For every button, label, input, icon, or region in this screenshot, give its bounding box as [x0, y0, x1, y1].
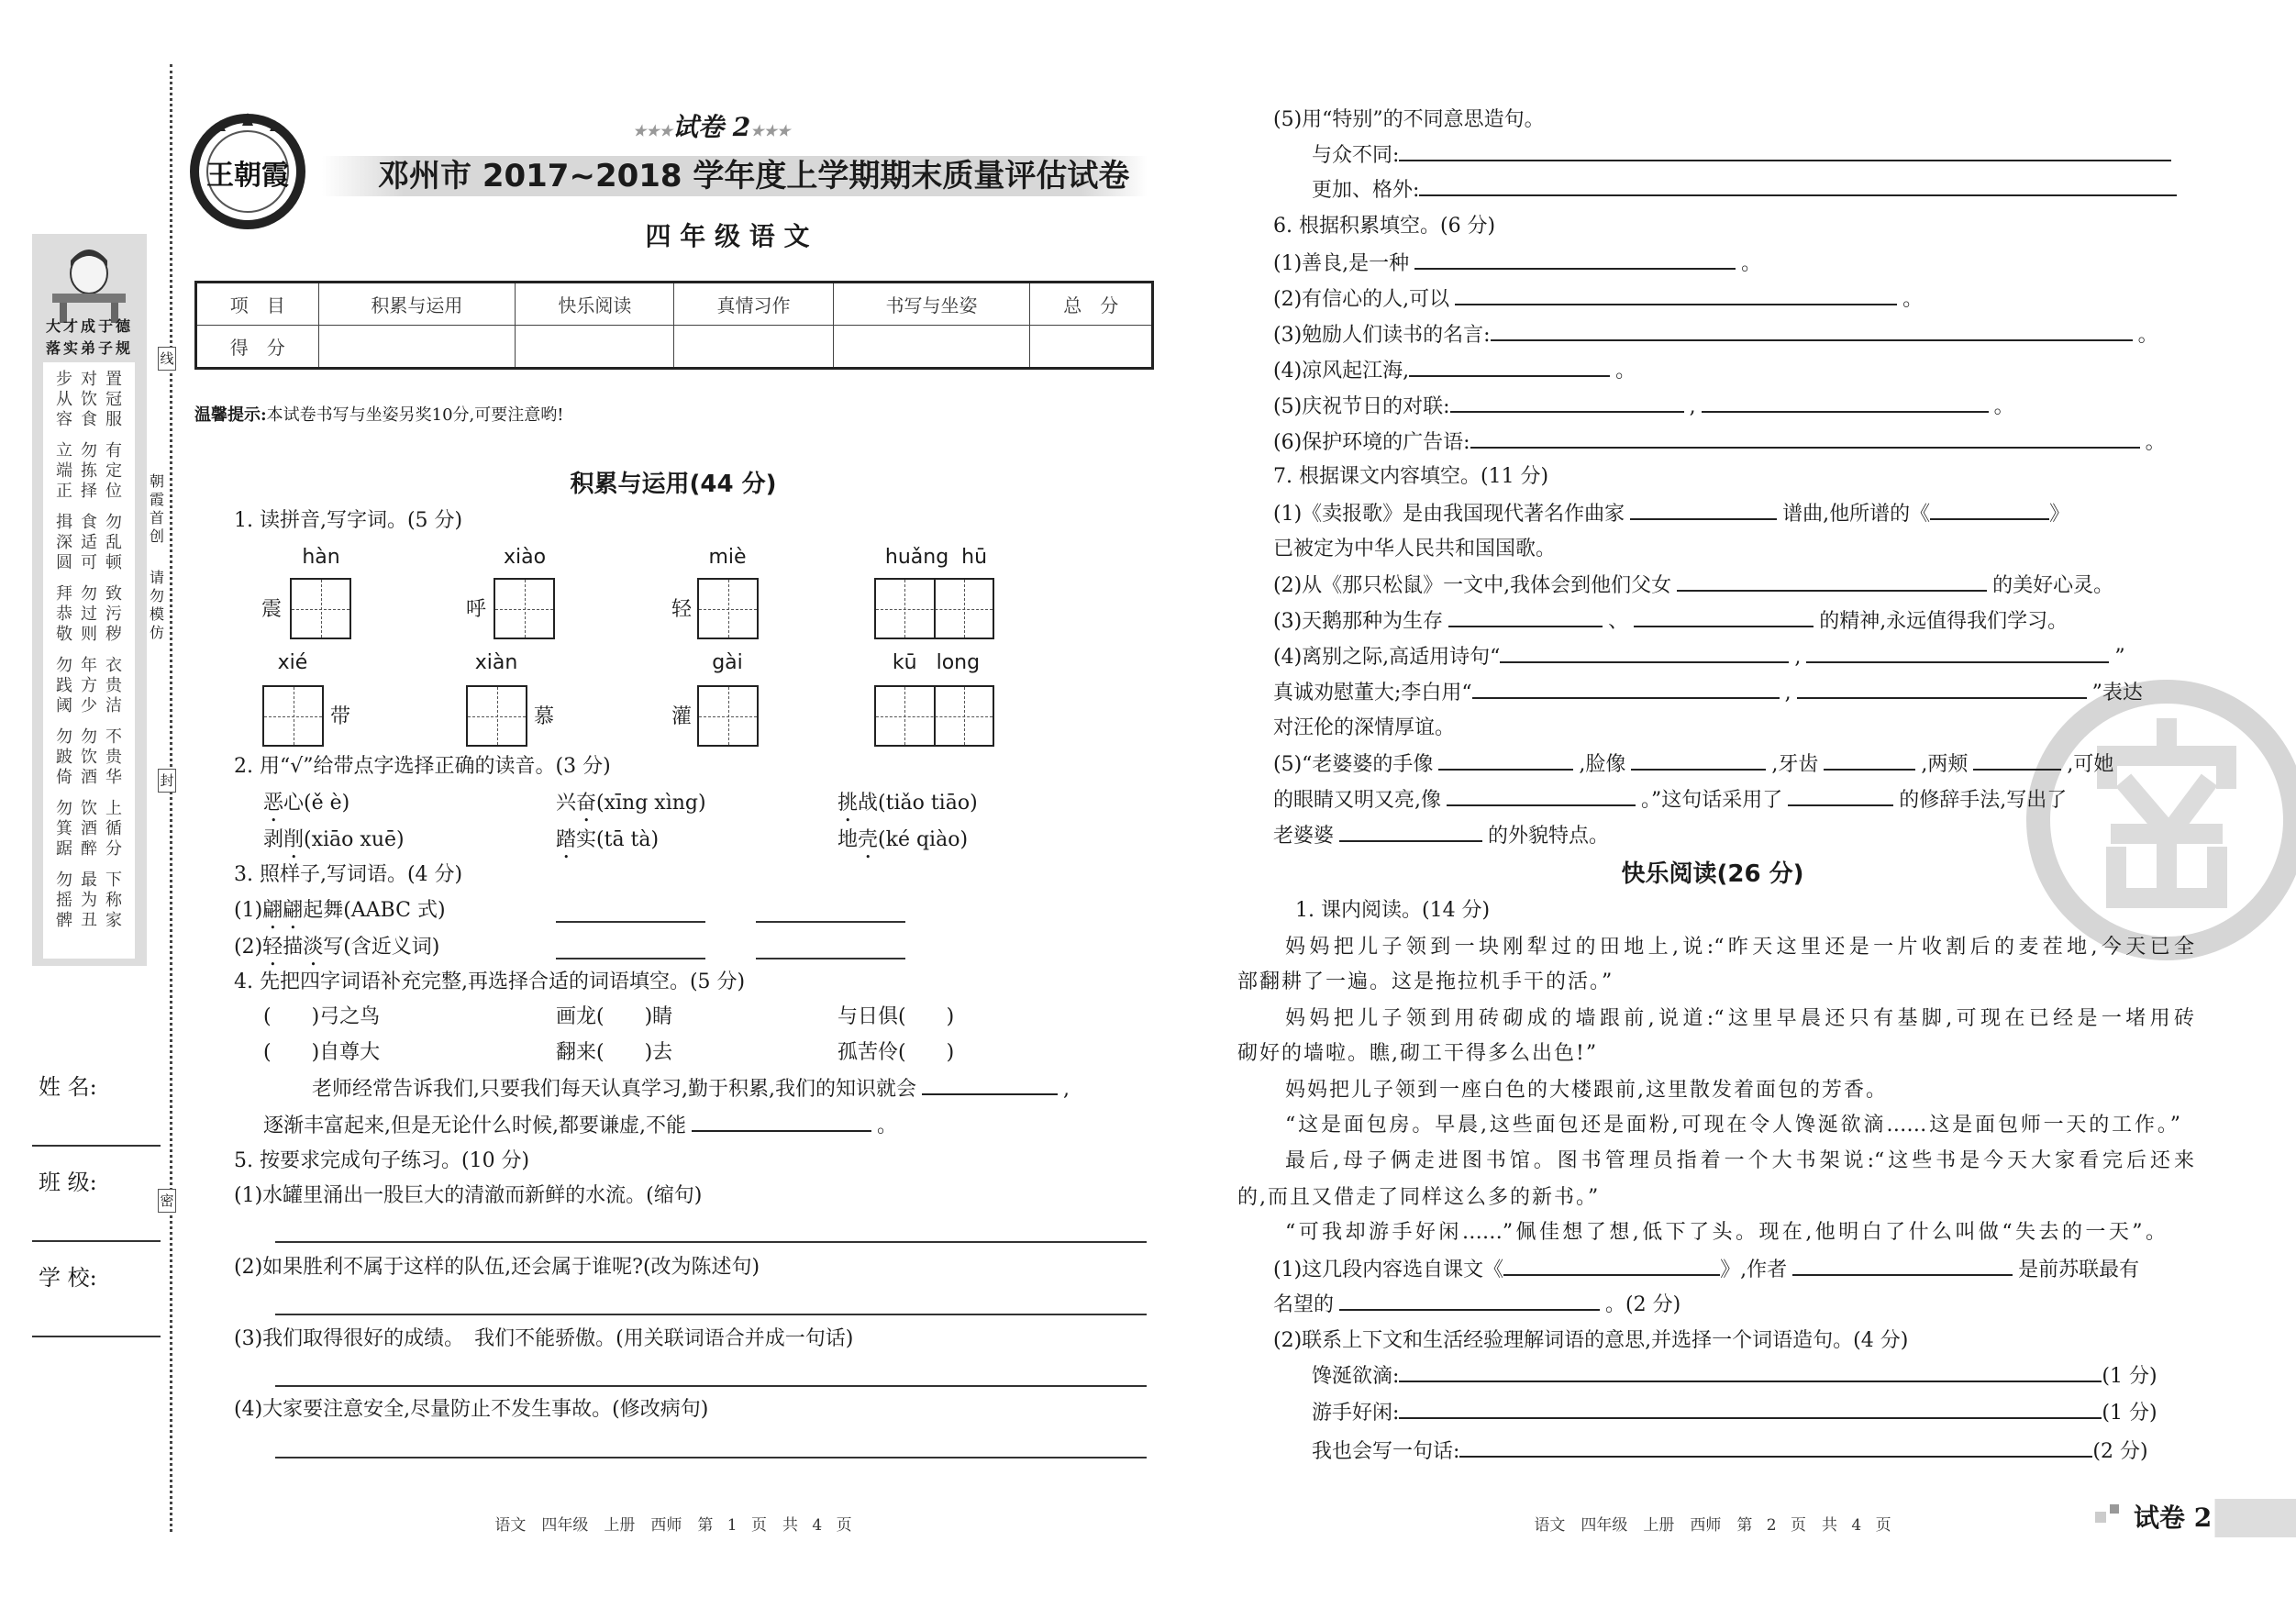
sidebar-motto-2: 落实弟子规: [45, 339, 133, 357]
q5-item: (3)我们取得很好的成绩。 我们不能骄傲。(用关联词语合并成一句话): [234, 1327, 854, 1350]
q7-line: [1273, 607, 2068, 636]
verse-line: 端拣定: [56, 461, 130, 481]
punct: 。: [2145, 431, 2166, 454]
passage-line: 砌好的墙啦。瞧,砌工干得多么出色!”: [1237, 1042, 1599, 1065]
answer-blank[interactable]: [756, 958, 905, 959]
answer-line[interactable]: [275, 1385, 1147, 1387]
q7-line: [1273, 571, 2113, 600]
given-char: 轻: [671, 598, 693, 621]
item-text: (2)有信心的人,可以: [1273, 288, 1450, 311]
pinyin: huǎng hū: [884, 546, 988, 569]
dotted-char: 恶: [263, 792, 284, 815]
answer-blank[interactable]: [1472, 679, 1780, 699]
verse-line: 阈少洁: [56, 696, 130, 715]
pronunciation-choice[interactable]: [837, 790, 978, 826]
given-char: 呼: [466, 598, 487, 621]
q3-item-1: [234, 897, 446, 934]
verse-line: 敬则秽: [56, 625, 130, 644]
q6-title: 6. 根据积累填空。(6 分): [1273, 215, 1496, 238]
answer-blank[interactable]: [692, 1112, 871, 1132]
passage-line: “这是面包房。早晨,这些面包还是面粉,可现在令人馋涎欲滴……这是面包师一天的工作。”: [1285, 1114, 2180, 1137]
idiom-fill[interactable]: 与日俱( ): [837, 1005, 955, 1028]
answer-blank[interactable]: [1448, 607, 1603, 627]
choice-options: 实(tā tà): [576, 828, 660, 851]
writing-grid-box[interactable]: [290, 578, 351, 639]
item-text: (6)保护环境的广告语:: [1273, 431, 1470, 454]
item-text: (5)庆祝节日的对联:: [1273, 395, 1450, 418]
score-cell[interactable]: [516, 326, 674, 369]
stamp-glyph: [2107, 728, 2226, 898]
series-badge-text: 试卷 2: [672, 112, 751, 142]
q1-title: 1. 读拼音,写字词。(5 分): [234, 509, 463, 532]
choice-options: 战(tiǎo tiāo): [858, 792, 978, 815]
given-char: 震: [261, 598, 283, 621]
passage-line: 部翻耕了一遍。这是拖拉机手干的活。”: [1237, 970, 1614, 993]
passage-line: “可我却游手好闲……”佩佳想了想,低下了头。现在,他明白了什么叫做“失去的一天”。: [1285, 1221, 2166, 1244]
item-text: 是前苏联最有: [2018, 1259, 2140, 1281]
pronunciation-choice[interactable]: [837, 826, 968, 863]
item-text: 名望的: [1273, 1293, 1335, 1316]
answer-blank[interactable]: [1930, 500, 2049, 520]
line-label: 更加、格外:: [1312, 179, 1420, 202]
given-char: 慕: [534, 705, 555, 728]
dotted-char: 壳: [858, 828, 879, 851]
punct: ,: [1794, 646, 1802, 669]
q5-5-title: (5)用“特别”的不同意思造句。: [1273, 108, 1545, 131]
binding-mark-line: 线: [158, 347, 176, 371]
verse-line: 拜勿致: [56, 584, 130, 604]
item-text: (3)天鹅那种为生存: [1273, 610, 1444, 633]
item-text: ”表达: [2091, 682, 2143, 704]
idiom-fill[interactable]: ( )自尊大: [263, 1041, 381, 1064]
score-col-handwriting: 书写与坐姿: [833, 283, 1030, 326]
q3-title: 3. 照样子,写词语。(4 分): [234, 863, 463, 886]
verse-line: 跛饮贵: [56, 748, 130, 767]
punct: 。: [1615, 360, 1636, 383]
answer-blank[interactable]: [1634, 607, 1814, 627]
answer-blank[interactable]: [1450, 393, 1684, 413]
item-text: 真诚劝慰董大;李白用“: [1273, 682, 1472, 704]
series-badge: [633, 114, 790, 145]
page-footer-right: 语文 四年级 上册 西师 第 2 页 共 4 页: [1534, 1516, 1891, 1535]
item-text: (4)凉风起江海,: [1273, 360, 1410, 383]
choice-options: (xīng xìng): [596, 792, 706, 815]
idiom-fill[interactable]: ( )弓之鸟: [263, 1005, 381, 1028]
q6-item: [1273, 285, 1923, 314]
answer-blank[interactable]: [1702, 393, 1989, 413]
verse-line: 深适乱: [56, 533, 130, 552]
item-text: (1)善良,是一种: [1273, 252, 1410, 275]
reading-q2: (2)联系上下文和生活经验理解词语的意思,并选择一个词语造句。(4 分): [1273, 1329, 1909, 1352]
verse-line: 踞醉分: [56, 839, 130, 859]
binding-mark-secret: 密: [158, 1189, 176, 1213]
points: (1 分): [2102, 1365, 2157, 1388]
choice-options: 心(ě è): [283, 792, 350, 815]
given-char: 灌: [671, 705, 693, 728]
punct: ,: [1689, 395, 1696, 418]
pronunciation-choice[interactable]: [263, 790, 349, 826]
char: 地: [837, 828, 859, 851]
idiom-fill[interactable]: 画龙( )睛: [556, 1005, 673, 1028]
item-text: 老婆婆: [1273, 825, 1335, 848]
pinyin: xiào: [503, 546, 547, 569]
answer-blank[interactable]: [1630, 500, 1777, 520]
badge-squares: [2095, 1512, 2106, 1523]
q5-item: (4)大家要注意安全,尽量防止不发生事故。(修改病句): [234, 1398, 709, 1421]
writing-grid-box[interactable]: [697, 685, 759, 747]
q5-title: 5. 按要求完成句子练习。(10 分): [234, 1149, 530, 1172]
verse-line: 倚酒华: [56, 768, 130, 787]
section-title-reading: 快乐阅读(26 分): [1621, 860, 1804, 888]
score-table-row: [196, 326, 1153, 369]
q5-item: (2)如果胜利不属于这样的队伍,还会属于谁呢?(改为陈述句): [234, 1256, 760, 1279]
score-col-total: 总 分: [1030, 283, 1153, 326]
q6-item: [1273, 357, 1636, 385]
item-text: 写(含近义词): [323, 936, 440, 959]
q7-line: [1273, 643, 2125, 671]
student-school-label: 学 校:: [39, 1265, 97, 1291]
brand-logo: [183, 105, 312, 234]
verse-line: 勿勿不: [56, 727, 130, 747]
copyright-note-2: 请勿模仿: [150, 569, 170, 642]
item-text: 我也会写一句话:: [1312, 1440, 1460, 1463]
answer-blank[interactable]: [556, 921, 705, 923]
punct: 。: [2137, 324, 2158, 347]
verse-line: 步对置: [56, 370, 130, 389]
item-text: ,两颊: [1921, 753, 1969, 776]
score-col-item: 项 目: [196, 283, 319, 326]
dizigui-verses: [43, 362, 135, 959]
writing-grid-double[interactable]: [874, 578, 994, 639]
paragraph-text: 老师经常告诉我们,只要我们每天认真学习,勤于积累,我们的知识就会: [312, 1078, 916, 1101]
answer-line[interactable]: [275, 1314, 1147, 1315]
char: 兴: [556, 792, 577, 815]
q5-item: (1)水罐里涌出一股巨大的清澈而新鲜的水流。(缩句): [234, 1184, 703, 1207]
sidebar-motto-1: 大才成于德: [45, 317, 133, 335]
answer-blank[interactable]: [1792, 1256, 2013, 1276]
choice-options: (ké qiào): [878, 828, 969, 851]
word-line: [1312, 1437, 2148, 1466]
q7-line: [1273, 822, 1609, 850]
etiquette-sidebar: [32, 234, 147, 966]
pronunciation-choice[interactable]: [263, 826, 405, 863]
verse-line: 从饮冠: [56, 390, 130, 409]
item-text: 起舞(AABC 式): [303, 899, 446, 922]
item-text: ,脸像: [1579, 753, 1626, 776]
punct: ,: [1062, 1078, 1070, 1101]
exam-subject: 四 年 级 语 文: [645, 221, 810, 251]
binding-mark-seal: 封: [158, 769, 176, 793]
verse-line: 箕酒循: [56, 819, 130, 838]
q4-paragraph-line-2: [263, 1112, 897, 1140]
given-char: 带: [330, 705, 351, 728]
verse-line: 恭过污: [56, 604, 130, 624]
student-name-label: 姓 名:: [39, 1074, 97, 1100]
answer-blank[interactable]: [1459, 1437, 2092, 1458]
tip-label: 温馨提示:: [194, 405, 267, 425]
answer-line[interactable]: [275, 1241, 1147, 1243]
item-text: 的精神,永远值得我们学习。: [1819, 610, 2069, 633]
score-cell[interactable]: [1030, 326, 1153, 369]
q7-line: [1273, 500, 2069, 528]
item-text: 谱曲,他所谱的《: [1782, 503, 1931, 526]
pinyin: miè: [708, 546, 747, 569]
score-cell[interactable]: [318, 326, 516, 369]
answer-blank[interactable]: [1470, 428, 2140, 449]
corner-badge: [2093, 1499, 2296, 1537]
q4-title: 4. 先把四字词语补充完整,再选择合适的词语填空。(5 分): [234, 970, 746, 993]
answer-blank[interactable]: [1419, 176, 2177, 196]
verse-line: 勿年衣: [56, 656, 130, 675]
punct: 。: [876, 1115, 897, 1137]
answer-blank[interactable]: [1414, 250, 1736, 270]
punct: 。: [1902, 288, 1924, 311]
item-text: 。(2 分): [1605, 1293, 1681, 1316]
char: 描: [283, 936, 304, 959]
secret-stamp-watermark: [2020, 673, 2296, 967]
item-number: (2): [234, 936, 263, 959]
badge-squares: [2110, 1504, 2119, 1514]
verse-line: 践方贵: [56, 676, 130, 695]
item-text: (1)《卖报歌》是由我国现代著名作曲家: [1273, 503, 1625, 526]
q4-paragraph-line-1: [312, 1075, 1070, 1103]
answer-blank[interactable]: [1677, 571, 1987, 592]
score-row-label: 得 分: [196, 326, 319, 369]
item-text: 的眼睛又明又亮,像: [1273, 789, 1441, 812]
item-text: (4)离别之际,高适用诗句“: [1273, 646, 1501, 669]
verse-line: 圆可顿: [56, 553, 130, 572]
punct: ,: [1784, 682, 1791, 704]
stars-decoration: ★★★: [750, 122, 791, 139]
reading-title: 1. 课内阅读。(14 分): [1295, 899, 1491, 922]
section-title-accumulation: 积累与运用(44 分): [570, 471, 777, 498]
answer-blank[interactable]: [556, 958, 705, 959]
item-text: ,可她: [2067, 753, 2114, 776]
corner-badge-text: 试卷 2: [2134, 1503, 2213, 1533]
answer-line[interactable]: [275, 1457, 1147, 1458]
points: (2 分): [2092, 1440, 2148, 1463]
answer-blank[interactable]: [1447, 786, 1636, 806]
punct: 。: [1993, 395, 2014, 418]
answer-blank[interactable]: [756, 921, 905, 923]
punct: ”: [2114, 646, 2125, 669]
answer-blank[interactable]: [1339, 1291, 1600, 1311]
answer-blank[interactable]: [1399, 1399, 2102, 1419]
student-class-label: 班 级:: [39, 1170, 97, 1195]
pronunciation-choice[interactable]: [556, 826, 659, 863]
reading-q1-cont: [1273, 1291, 1680, 1319]
q7-title: 7. 根据课文内容填空。(11 分): [1273, 465, 1549, 488]
score-cell[interactable]: [674, 326, 833, 369]
verse-line: 正择位: [56, 482, 130, 501]
item-text: 》,作者: [1720, 1259, 1788, 1281]
verse-line: 勿最下: [56, 871, 130, 890]
writing-grid-box[interactable]: [466, 685, 527, 747]
q7-line: 对汪伦的深情厚谊。: [1273, 716, 1456, 739]
item-text: (3)勉励人们读书的名言:: [1273, 324, 1491, 347]
answer-blank[interactable]: [1503, 1256, 1720, 1276]
reading-q1: [1273, 1256, 2139, 1284]
q7-line: [1273, 786, 2067, 815]
answer-blank[interactable]: [1399, 141, 2171, 161]
answer-blank[interactable]: [1409, 357, 1610, 377]
pinyin: hàn: [302, 546, 340, 569]
logo-text: 王朝霞: [206, 160, 289, 192]
word-line: [1312, 1399, 2157, 1427]
verse-line: 勿饮上: [56, 799, 130, 818]
item-text: (5)“老婆婆的手像: [1273, 753, 1434, 776]
item-text: 的美好心灵。: [1992, 574, 2114, 597]
sentence-line: [1312, 176, 2182, 205]
answer-blank[interactable]: [1973, 750, 2061, 771]
punct: 》: [2049, 503, 2070, 526]
sentence-line: [1312, 141, 2177, 170]
writing-grid-box[interactable]: [262, 685, 324, 747]
word-line: [1312, 1362, 2157, 1391]
score-col-reading: 快乐阅读: [516, 283, 674, 326]
item-text: 馋涎欲滴:: [1312, 1365, 1400, 1388]
student-name-field[interactable]: [32, 1145, 161, 1147]
dotted-char: 翩翩: [262, 899, 304, 922]
idiom-fill[interactable]: 翻来( )去: [556, 1041, 673, 1064]
verse-line: 摇为称: [56, 891, 130, 910]
answer-blank[interactable]: [1824, 750, 1915, 771]
dotted-char: 挑: [837, 792, 859, 815]
answer-blank[interactable]: [1631, 750, 1766, 771]
answer-blank[interactable]: [1797, 679, 2087, 699]
q7-line: [1273, 679, 2143, 707]
item-text: 的外貌特点。: [1488, 825, 1610, 848]
item-text: 。”这句话采用了: [1641, 789, 1783, 812]
page-footer-left: 语文 四年级 上册 西师 第 1 页 共 4 页: [494, 1516, 852, 1535]
q6-item: [1273, 393, 2014, 421]
item-text: 游手好闲:: [1312, 1402, 1400, 1425]
passage-line: 的,而且又借走了同样这么多的新书。”: [1237, 1186, 1601, 1209]
q2-title: 2. 用“√”给带点字选择正确的读音。(3 分): [234, 755, 611, 778]
answer-blank[interactable]: [922, 1075, 1058, 1095]
verse-line: 立勿有: [56, 441, 130, 460]
dotted-char: 削: [283, 828, 305, 851]
verse-line: 髀丑家: [56, 911, 130, 930]
dotted-char: 轻: [262, 936, 283, 959]
score-table-header: [196, 283, 1153, 326]
writing-grid-double[interactable]: [874, 685, 994, 747]
score-cell[interactable]: [833, 326, 1030, 369]
answer-blank[interactable]: [1399, 1362, 2102, 1382]
answer-blank[interactable]: [1455, 285, 1897, 305]
q3-item-2: [234, 934, 439, 970]
q6-item: [1273, 250, 1761, 278]
passage-line: 妈妈把儿子领到一块刚犁过的田地上,说:“昨天这里还是一片收割后的麦茬地,今天已全: [1285, 936, 2194, 959]
tip: [194, 402, 564, 429]
passage-line: 妈妈把儿子领到一座白色的大楼跟前,这里散发着面包的芳香。: [1285, 1079, 1888, 1102]
student-class-field[interactable]: [32, 1240, 161, 1242]
answer-blank[interactable]: [1500, 643, 1789, 663]
passage-line: 最后,母子俩走进图书馆。图书管理员指着一个大书架说:“这些书是今天大家看完后还来: [1285, 1149, 2194, 1172]
binding-dotted-line: [170, 64, 172, 1532]
char: 剥: [263, 828, 284, 851]
q6-item: [1273, 321, 2158, 349]
student-school-field[interactable]: [32, 1336, 161, 1337]
punct: 。: [1741, 252, 1762, 275]
item-text: (1)这几段内容选自课文《: [1273, 1259, 1504, 1281]
punct: 、: [1608, 610, 1629, 633]
answer-blank[interactable]: [1438, 750, 1573, 771]
dotted-char: 踏: [556, 828, 577, 851]
item-text: ,牙齿: [1771, 753, 1819, 776]
copyright-note-1: 朝霞首创: [150, 472, 170, 546]
idiom-fill[interactable]: 孤苦伶( ): [837, 1041, 955, 1064]
q6-item: [1273, 428, 2166, 457]
writing-grid-box[interactable]: [697, 578, 759, 639]
answer-blank[interactable]: [1788, 786, 1893, 806]
answer-blank[interactable]: [1491, 321, 2133, 341]
tip-text: 本试卷书写与坐姿另奖10分,可要注意哟!: [266, 405, 564, 425]
score-col-accumulation: 积累与运用: [318, 283, 516, 326]
paragraph-text: 逐渐丰富起来,但是无论什么时候,都要谦虚,不能: [263, 1115, 686, 1137]
exam-title: 邓州市 2017~2018 学年度上学期期末质量评估试卷: [378, 158, 1130, 194]
item-text: 的修辞手法,写出了: [1899, 789, 2068, 812]
answer-blank[interactable]: [1339, 822, 1482, 842]
line-label: 与众不同:: [1312, 144, 1400, 167]
verse-line: 揖食勿: [56, 513, 130, 532]
writing-grid-box[interactable]: [494, 578, 555, 639]
q7-line: [1273, 750, 2113, 779]
pinyin: xiàn: [474, 651, 518, 674]
q7-line: 已被定为中华人民共和国国歌。: [1273, 538, 1557, 560]
answer-blank[interactable]: [1806, 643, 2109, 663]
dotted-char: 奋: [576, 792, 597, 815]
pinyin: gài: [712, 651, 743, 674]
pronunciation-choice[interactable]: [556, 790, 706, 826]
item-text: (2)从《那只松鼠》一文中,我体会到他们父女: [1273, 574, 1672, 597]
choice-options: (xiāo xuē): [304, 828, 405, 851]
passage-line: 妈妈把儿子领到用砖砌成的墙跟前,说道:“这里早晨还只有基脚,可现在已经是一堵用砖: [1285, 1007, 2194, 1030]
stars-decoration: ★★★: [633, 122, 673, 139]
item-number: (1): [234, 899, 263, 922]
pinyin: xié: [277, 651, 308, 674]
score-col-writing: 真情习作: [674, 283, 833, 326]
points: (1 分): [2102, 1402, 2157, 1425]
dotted-char: 淡: [303, 936, 324, 959]
pinyin: kū long: [892, 651, 981, 674]
score-table: [194, 281, 1154, 370]
verse-line: 容食服: [56, 410, 130, 429]
